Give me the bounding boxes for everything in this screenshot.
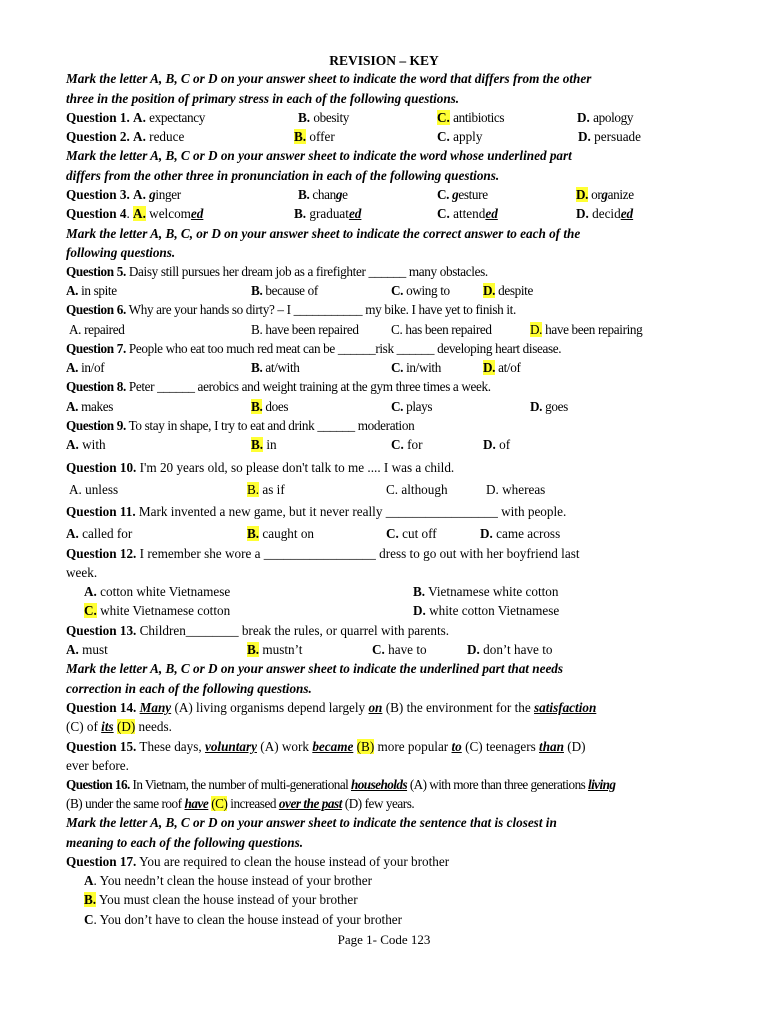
question-17-text: You are required to clean the house instead of your brother <box>139 854 450 869</box>
q2-option-b: offer <box>309 129 335 144</box>
q7-option-b: at/with <box>265 360 300 375</box>
q2-option-a-letter: A. <box>133 129 146 144</box>
q11-option-c: cut off <box>402 526 437 541</box>
question-12-label: Question 12. <box>66 546 137 561</box>
q12-option-c: white Vietnamese cotton <box>100 603 231 618</box>
question-11-options: A. called for B. caught on C. cut off D. came across <box>66 526 561 541</box>
question-15: Question 15. These days, voluntary (A) work became (B) more popular to (C) teenagers than (D) <box>66 739 586 754</box>
q16-underlined-b: living <box>587 777 616 792</box>
q13-option-b-letter-answer: B. <box>247 642 260 657</box>
q1-option-c: antibiotics <box>453 110 505 125</box>
question-2-label: Question 2. <box>66 129 130 144</box>
q2-option-c-letter: C. <box>437 129 450 144</box>
q8-option-c: plays <box>406 399 433 414</box>
question-10-label: Question 10. <box>66 460 137 475</box>
q2-option-d-letter: D. <box>578 129 591 144</box>
q10-option-d: D. whereas <box>486 482 546 497</box>
question-5 <box>66 263 706 281</box>
q8-option-a: makes <box>81 399 114 414</box>
q6-option-c: C. has been repaired <box>391 322 492 337</box>
question-5-text: Daisy still pursues her dream job as a firefighter ______ many obstacles. <box>128 264 488 279</box>
q13-option-d: don’t have to <box>483 642 553 657</box>
q11-option-b-letter-answer: B. <box>247 526 260 541</box>
q1-option-a-letter: A. <box>133 110 146 125</box>
q4-option-c: attended <box>453 206 498 221</box>
q4-option-d-letter: D. <box>576 206 589 221</box>
q1-option-c-letter-answer: C. <box>437 110 450 125</box>
q2-option-b-letter-answer: B. <box>294 129 307 144</box>
q15-underlined-a: voluntary <box>204 739 257 754</box>
q1-option-b-letter: B. <box>298 110 311 125</box>
question-4: Question 4. A. welcomed B. graduated C. attended D. decided <box>66 206 634 221</box>
q17-option-b-row <box>66 891 706 909</box>
question-1 <box>66 109 706 127</box>
q1-option-d: apology <box>593 110 634 125</box>
question-9-options: A. with B. in C. for D. of <box>66 437 511 452</box>
question-9-label: Question 9. <box>66 418 126 433</box>
q7-option-d-letter-answer: D. <box>483 360 496 375</box>
q13-option-c: have to <box>388 642 427 657</box>
q3-option-b: change <box>312 187 348 202</box>
q17-option-a: You needn’t clean the house instead of your brother <box>99 873 372 888</box>
question-13-label: Question 13. <box>66 623 137 638</box>
q3-option-d-letter-answer: D. <box>576 187 589 202</box>
q16-answer-c: (C) <box>211 796 228 811</box>
question-16-label: Question 16. <box>66 777 130 792</box>
question-17 <box>66 853 706 871</box>
q4-option-c-letter: C. <box>437 206 450 221</box>
question-3-label: Question 3. <box>66 187 130 202</box>
q3-option-b-letter: B. <box>298 187 310 202</box>
q9-option-b: in <box>266 437 277 452</box>
q3-option-c: gesture <box>452 187 488 202</box>
q2-option-d: persuade <box>594 129 641 144</box>
q4-option-a-letter-answer: A. <box>133 206 146 221</box>
instruction-correct-answer-line1: Mark the letter A, B, C, or D on your answer sheet to indicate the correct answer to each of the <box>66 226 581 241</box>
q12-option-a: cotton white Vietnamese <box>100 584 231 599</box>
q8-option-b: does <box>265 399 289 414</box>
q1-option-a: expectancy <box>149 110 205 125</box>
q7-option-a: in/of <box>81 360 105 375</box>
question-14-label: Question 14. <box>66 700 137 715</box>
q16-underlined-c: have <box>184 796 209 811</box>
instruction-error-line2: correction in each of the following questions. <box>66 681 312 696</box>
instruction-stress-line1: Mark the letter A, B, C or D on your answer sheet to indicate the word that differs from the other <box>66 71 592 86</box>
q3-option-c-letter: C. <box>437 187 450 202</box>
question-10 <box>66 459 706 477</box>
q2-option-a: reduce <box>149 129 185 144</box>
question-9 <box>66 417 706 435</box>
q14-underlined-a: Many <box>139 700 172 715</box>
q13-option-b: mustn’t <box>262 642 303 657</box>
q11-option-b: caught on <box>262 526 315 541</box>
q12-option-d: white cotton Vietnamese <box>429 603 560 618</box>
q6-option-a: A. repaired <box>69 322 125 337</box>
q5-option-c: owing to <box>406 283 450 298</box>
question-11-text: Mark invented a new game, but it never really _________________ with people. <box>138 504 567 519</box>
q10-option-b: as if <box>262 482 285 497</box>
question-14-cont: (C) of its (D) needs. <box>66 719 172 734</box>
question-1-label: Question 1. <box>66 110 130 125</box>
question-8-label: Question 8. <box>66 379 126 394</box>
q15-underlined-c: to <box>451 739 462 754</box>
question-6 <box>66 301 706 319</box>
instruction-pronunciation-line2: differs from the other three in pronunciation in each of the following questions. <box>66 168 500 183</box>
q5-option-a: in spite <box>81 283 117 298</box>
q17-option-b: You must clean the house instead of your brother <box>98 892 358 907</box>
question-17-label: Question 17. <box>66 854 137 869</box>
question-7-text: People who eat too much red meat can be ______risk ______ developing heart disease. <box>128 341 562 356</box>
question-16-cont: (B) under the same roof have (C) increased over the past (D) few years. <box>66 796 415 811</box>
question-12-text: I remember she wore a _________________ dress to go out with her boyfriend last <box>139 546 580 561</box>
q17-option-c: You don’t have to clean the house instead of your brother <box>99 912 403 927</box>
q5-option-d: despite <box>498 283 533 298</box>
question-12-text-cont: week. <box>66 565 98 580</box>
q9-option-a: with <box>82 437 106 452</box>
q11-option-d: came across <box>496 526 561 541</box>
question-8-options: A. makes B. does C. plays D. goes <box>66 399 568 414</box>
q17-option-c-row: C. You don’t have to clean the house instead of your brother <box>84 912 403 927</box>
q10-option-b-letter-answer: B. <box>247 482 260 497</box>
instruction-meaning-line2: meaning to each of the following questions. <box>66 835 304 850</box>
q3-option-a-letter: A. <box>133 187 146 202</box>
question-15-cont: ever before. <box>66 758 129 773</box>
question-2 <box>66 128 706 146</box>
question-8 <box>66 378 706 396</box>
question-8-text: Peter ______ aerobics and weight training at the gym three times a week. <box>128 379 491 394</box>
q8-option-b-letter-answer: B. <box>251 399 263 414</box>
q15-answer-b: (B) <box>356 739 375 754</box>
q5-option-d-letter-answer: D. <box>483 283 496 298</box>
q7-option-d: at/of <box>498 360 521 375</box>
q6-option-d-letter-answer: D. <box>530 322 543 337</box>
question-13-text: Children________ break the rules, or quarrel with parents. <box>139 623 450 638</box>
q2-option-c: apply <box>453 129 483 144</box>
q12-option-b: Vietnamese white cotton <box>428 584 559 599</box>
q14-answer-d: (D) <box>116 719 136 734</box>
q9-option-c: for <box>407 437 423 452</box>
question-12 <box>66 545 706 563</box>
question-6-text: Why are your hands so dirty? – I ___________ my bike. I have yet to finish it. <box>128 302 516 317</box>
q4-option-a: welcomed <box>149 206 204 221</box>
question-12-options-row2: C. white Vietnamese cotton D. white cotton Vietnamese <box>84 603 560 618</box>
q1-option-b: obesity <box>313 110 350 125</box>
question-11-label: Question 11. <box>66 504 136 519</box>
question-13 <box>66 622 706 640</box>
q15-underlined-d: than <box>539 739 564 754</box>
q6-option-d: have been repairing <box>545 322 643 337</box>
q15-underlined-b: became <box>312 739 354 754</box>
instruction-correct-answer-line2: following questions. <box>66 245 176 260</box>
q9-option-b-letter-answer: B. <box>251 437 264 452</box>
question-16: Question 16. In Vietnam, the number of multi-generational households (A) with more than three generations living <box>66 777 616 792</box>
q14-underlined-d: its <box>101 719 114 734</box>
page-title: REVISION – KEY <box>329 53 439 68</box>
question-7-label: Question 7. <box>66 341 126 356</box>
instruction-stress-line2: three in the position of primary stress in each of the following questions. <box>66 91 460 106</box>
q14-underlined-b: on <box>368 700 383 715</box>
question-13-options: A. must B. mustn’t C. have to D. don’t have to <box>66 642 553 657</box>
question-15-label: Question 15. <box>66 739 137 754</box>
q16-underlined-d: over the past <box>278 796 342 811</box>
question-6-label: Question 6. <box>66 302 126 317</box>
q16-underlined-a: households <box>350 777 408 792</box>
q10-option-c: C. although <box>386 482 448 497</box>
q13-option-a: must <box>82 642 108 657</box>
q14-underlined-c: satisfaction <box>534 700 597 715</box>
q3-option-a: ginger <box>149 187 181 202</box>
q11-option-a: called for <box>82 526 133 541</box>
q4-option-b: graduated <box>309 206 362 221</box>
page-footer: Page 1- Code 123 <box>337 932 431 947</box>
q7-option-c: in/with <box>406 360 441 375</box>
question-12-options-row1: A. cotton white Vietnamese B. Vietnamese white cotton <box>84 584 559 599</box>
q12-option-c-letter-answer: C. <box>84 603 97 618</box>
q4-option-b-letter: B. <box>294 206 307 221</box>
question-9-text: To stay in shape, I try to eat and drink ______ moderation <box>128 418 415 433</box>
q3-option-d: organize <box>591 187 634 202</box>
question-4-label: Question 4 <box>66 206 127 221</box>
q17-option-a-row: A. You needn’t clean the house instead of your brother <box>84 873 372 888</box>
q8-option-d: goes <box>545 399 568 414</box>
question-3 <box>66 186 706 204</box>
q6-option-b: B. have been repaired <box>251 322 359 337</box>
q10-option-a: A. unless <box>69 482 119 497</box>
question-6-options <box>66 321 706 339</box>
question-10-text: I'm 20 years old, so please don't talk to me .... I was a child. <box>139 460 455 475</box>
question-7 <box>66 340 706 358</box>
question-5-options: A. in spite B. because of C. owing to D. despite <box>66 283 533 298</box>
instruction-pronunciation-line1: Mark the letter A, B, C or D on your answer sheet to indicate the word whose underlined part <box>66 148 572 163</box>
instruction-error-line1: Mark the letter A, B, C or D on your answer sheet to indicate the underlined part that needs <box>66 661 564 676</box>
q5-option-b: because of <box>265 283 318 298</box>
question-5-label: Question 5. <box>66 264 126 279</box>
q4-option-d: decided <box>592 206 634 221</box>
q17-option-b-letter-answer: B. <box>84 892 97 907</box>
question-10-options <box>66 481 706 499</box>
q9-option-d: of <box>499 437 511 452</box>
question-14: Question 14. Many (A) living organisms depend largely on (B) the environment for the satisfaction <box>66 700 597 715</box>
question-7-options: A. in/of B. at/with C. in/with D. at/of <box>66 360 521 375</box>
instruction-meaning-line1: Mark the letter A, B, C or D on your answer sheet to indicate the sentence that is closest in <box>66 815 557 830</box>
q1-option-d-letter: D. <box>577 110 590 125</box>
question-11 <box>66 503 706 521</box>
